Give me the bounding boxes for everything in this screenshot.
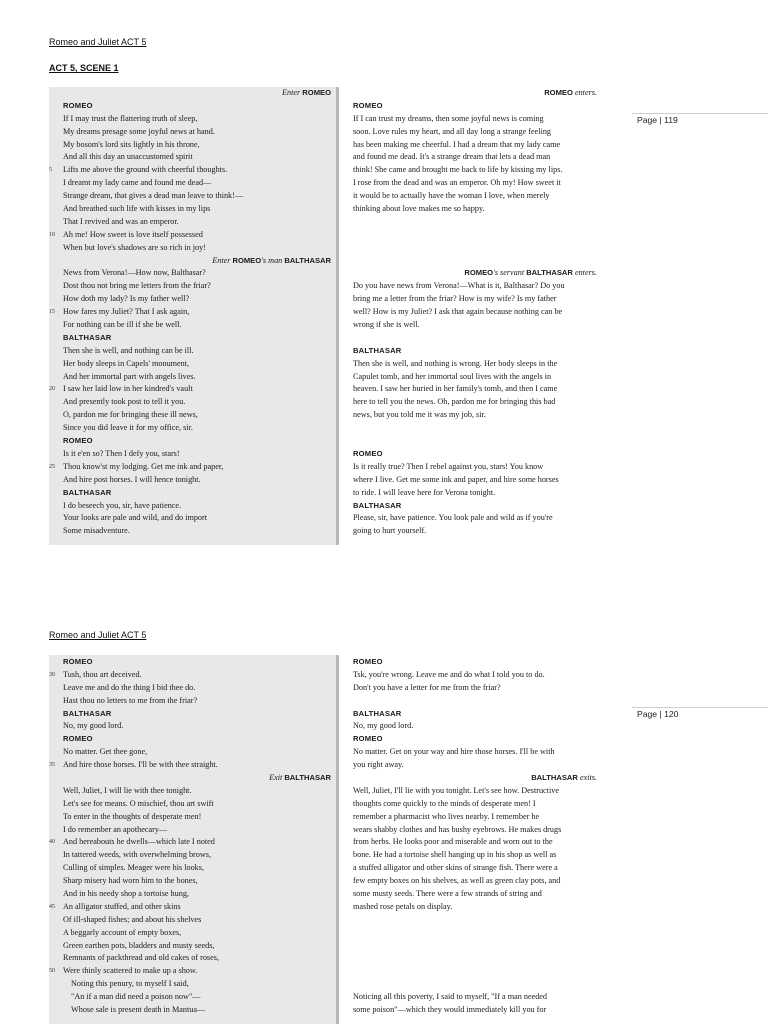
speaker-name: BALTHASAR: [63, 332, 112, 342]
line-text: it would be to actually have the woman I love, when merely: [353, 191, 550, 201]
line-text: How fares my Juliet? That I ask again,: [63, 307, 190, 317]
line-text: Well, Juliet, I will lie with thee tonight.: [63, 785, 192, 795]
page-number: Page | 120: [637, 709, 679, 719]
speaker-name: ROMEO: [63, 734, 93, 744]
text-line: [353, 358, 599, 371]
line-text: O, pardon me for bringing these ill news,: [63, 410, 198, 420]
line-text: bring me a letter from the friar? How is my wife? Is my father: [353, 294, 557, 304]
direction-text: Enter: [282, 88, 303, 97]
blank-line: [353, 695, 599, 708]
stage-direction: [49, 87, 335, 100]
text-line: [353, 151, 599, 164]
line-text: An alligator stuffed, and other skins: [63, 901, 181, 911]
line-text: Whose sale is present death in Mantua—: [71, 1005, 206, 1015]
character-name: BALTHASAR: [526, 268, 573, 278]
line-text: Then she is well, and nothing is wrong. Her body sleeps in the: [353, 358, 558, 368]
text-line: [353, 177, 599, 190]
text-line: [353, 306, 599, 319]
text-line: [353, 371, 599, 384]
line-text: to ride. I will leave here for Verona tonight.: [353, 487, 496, 497]
text-line: [49, 280, 335, 293]
line-text: Of ill-shaped fishes; and about his shelves: [63, 914, 202, 924]
blank-line: [353, 978, 599, 991]
line-text: heaven. I saw her buried in her family's tomb, and then I came: [353, 384, 558, 394]
stage-direction: [353, 267, 599, 280]
line-text: Noting this penury, to myself I said,: [71, 979, 189, 989]
text-line: [353, 293, 599, 306]
text-line: [49, 669, 335, 682]
text-line: [49, 746, 335, 759]
stage-direction: [49, 772, 335, 785]
line-text: To enter in the thoughts of desperate men!: [63, 811, 202, 821]
stage-direction: [49, 255, 335, 268]
blank-line: [353, 242, 599, 255]
text-line: [49, 190, 335, 203]
line-text: Please, sir, have patience. You look pale and wild as if you're: [353, 513, 553, 523]
text-line: [49, 682, 335, 695]
blank-line: [353, 927, 599, 940]
character-name: ROMEO: [464, 268, 494, 278]
speaker-name: ROMEO: [63, 436, 93, 446]
text-line: [353, 512, 599, 525]
line-text: A beggarly account of empty boxes,: [63, 927, 182, 937]
text-line: [49, 888, 335, 901]
text-line: [49, 862, 335, 875]
text-line: [49, 151, 335, 164]
direction-text: Exit: [269, 773, 285, 783]
speaker-name: ROMEO: [353, 100, 383, 110]
text-line: [49, 293, 335, 306]
line-number: 45: [49, 903, 55, 910]
page-rule: [632, 113, 768, 114]
direction-text: Enter: [212, 255, 233, 265]
line-text: Noticing all this poverty, I said to myself, "If a man needed: [353, 992, 548, 1002]
line-text: wears shabby clothes and has bushy eyebrows. He makes drugs: [353, 824, 562, 834]
text-line: [49, 113, 335, 126]
blank-line: [353, 914, 599, 927]
text-line: [353, 720, 599, 733]
text-line: [353, 746, 599, 759]
line-text: Leave me and do the thing I bid thee do.: [63, 682, 196, 692]
text-line: [353, 824, 599, 837]
blank-line: [353, 940, 599, 953]
line-text: I rose from the dead and was an emperor. Oh my! How sweet it: [353, 178, 561, 188]
line-text: has been making me cheerful. I had a dream that my lady came: [353, 139, 561, 149]
text-line: [353, 126, 599, 139]
line-text: where I live. Get me some ink and paper, and hire some horses: [353, 474, 559, 484]
line-number: 40: [49, 839, 55, 846]
line-text: Thou know'st my lodging. Get me ink and paper,: [63, 461, 224, 471]
text-line: [353, 474, 599, 487]
line-text: Then she is well, and nothing can be ill.: [63, 345, 194, 355]
line-text: Is it e'en so? Then I defy you, stars!: [63, 448, 180, 458]
original-text-column: [49, 656, 335, 1017]
line-text: and found me dead. It's a strange dream that lets a dead man: [353, 152, 551, 162]
text-line: [49, 126, 335, 139]
text-line: [353, 203, 599, 216]
text-line: [49, 836, 335, 849]
text-line: [49, 811, 335, 824]
line-text: Sharp misery had worn him to the bones,: [63, 876, 198, 886]
blank-line: [353, 422, 599, 435]
text-line: [49, 952, 335, 965]
text-line: [353, 487, 599, 500]
line-text: Lifts me above the ground with cheerful thoughts.: [63, 165, 228, 175]
text-line: [49, 695, 335, 708]
text-line: [353, 811, 599, 824]
line-text: Remnants of packthread and old cakes of roses,: [63, 953, 219, 963]
text-line: [353, 862, 599, 875]
line-text: And presently took post to tell it you.: [63, 397, 186, 407]
text-line: [49, 177, 335, 190]
text-line: [49, 164, 335, 177]
line-text: Capulet tomb, and her immortal soul lives with the angels in: [353, 371, 552, 381]
text-line: [353, 1004, 599, 1017]
text-line: [49, 940, 335, 953]
line-text: Dost thou not bring me letters from the friar?: [63, 281, 211, 291]
line-text: And in his needy shop a tortoise hung,: [63, 889, 189, 899]
text-line: [49, 901, 335, 914]
speaker-name: BALTHASAR: [353, 345, 402, 355]
direction-text: enters.: [572, 88, 597, 97]
text-line: [49, 500, 335, 513]
line-text: And hereabouts he dwells—which late I noted: [63, 837, 215, 847]
line-text: My bosom's lord sits lightly in his throne,: [63, 139, 200, 149]
line-text: No, my good lord.: [63, 721, 124, 731]
line-text: mashed rose petals on display.: [353, 901, 453, 911]
line-text: Hast thou no letters to me from the friar?: [63, 695, 198, 705]
text-line: [353, 280, 599, 293]
text-line: [49, 798, 335, 811]
line-text: Her body sleeps in Capels' monument,: [63, 358, 190, 368]
line-text: And all this day an unaccustomed spirit: [63, 152, 193, 162]
line-text: And her immortal part with angels lives.: [63, 371, 196, 381]
text-line: [49, 358, 335, 371]
text-line: [353, 113, 599, 126]
line-text: Let's see for means. O mischief, thou art swift: [63, 798, 214, 808]
line-text: bone. He had a tortoise shell hanging up in his shop as well as: [353, 850, 557, 860]
character-name: ROMEO: [302, 88, 331, 97]
line-text: Is it really true? Then I rebel against you, stars! You know: [353, 461, 544, 471]
speaker-name: ROMEO: [353, 657, 383, 666]
speaker-name: BALTHASAR: [353, 500, 402, 510]
line-text: Tush, thou art deceived.: [63, 669, 142, 679]
direction-text: 's servant: [493, 268, 527, 278]
text-line: [353, 525, 599, 538]
text-line: [49, 785, 335, 798]
line-text: I do beseech you, sir, have patience.: [63, 500, 182, 510]
text-line: [49, 229, 335, 242]
blank-line: [353, 952, 599, 965]
line-number: 20: [49, 386, 55, 393]
line-number: 10: [49, 231, 55, 238]
page-header: Romeo and Juliet ACT 5: [49, 630, 147, 640]
indented-verse-line: [49, 978, 335, 991]
line-text: In tattered weeds, with overwhelming brows,: [63, 850, 212, 860]
line-text: Well, Juliet, I'll lie with you tonight. Let's see how. Destructive: [353, 785, 559, 795]
blank-line: [353, 965, 599, 978]
stage-direction: [353, 772, 599, 785]
line-text: For nothing can be ill if she be well.: [63, 320, 182, 330]
text-line: [353, 682, 599, 695]
text-line: [49, 461, 335, 474]
line-number: 30: [49, 671, 55, 678]
text-line: [49, 306, 335, 319]
line-text: here to tell you the news. Oh, pardon me for bringing this bad: [353, 397, 556, 407]
stage-direction: [353, 87, 599, 100]
blank-line: [353, 332, 599, 345]
line-text: When but love's shadows are so rich in joy!: [63, 242, 206, 252]
line-text: And breathed such life with kisses in my lips: [63, 204, 211, 214]
line-text: remember a pharmacist who lives nearby. I remember he: [353, 811, 540, 821]
direction-text: enters.: [572, 268, 597, 278]
line-text: That I revived and was an emperor.: [63, 216, 179, 226]
text-line: [49, 927, 335, 940]
text-line: [49, 409, 335, 422]
line-text: wrong if she is well.: [353, 320, 420, 330]
line-text: Green earthen pots, bladders and musty seeds,: [63, 940, 215, 950]
line-text: If I may trust the flattering truth of sleep,: [63, 113, 198, 123]
text-line: [353, 383, 599, 396]
text-line: [49, 512, 335, 525]
text-line: [49, 422, 335, 435]
text-line: [353, 785, 599, 798]
text-line: [49, 383, 335, 396]
text-line: [49, 824, 335, 837]
line-text: No matter. Get thee gone,: [63, 747, 148, 757]
line-text: Strange dream, that gives a dead man leave to think!—: [63, 191, 244, 201]
blank-line: [353, 216, 599, 229]
line-text: Culling of simples. Meager were his looks,: [63, 863, 204, 873]
text-line: [353, 396, 599, 409]
line-text: some musty seeds. There were a few strands of string and: [353, 889, 542, 899]
line-number: 35: [49, 762, 55, 769]
character-name: ROMEO: [232, 255, 262, 265]
line-text: few empty boxes on his shelves, as well as green clay pots, and: [353, 876, 561, 886]
text-line: [353, 836, 599, 849]
line-text: And hire those horses. I'll be with thee straight.: [63, 760, 218, 770]
line-text: think! She came and brought me back to life by kissing my lips.: [353, 165, 563, 175]
text-line: [49, 849, 335, 862]
line-text: well? How is my Juliet? I ask that again because nothing can be: [353, 307, 563, 317]
speaker-name: BALTHASAR: [63, 487, 112, 497]
line-text: Tsk, you're wrong. Leave me and do what I told you to do.: [353, 669, 545, 679]
text-line: [49, 914, 335, 927]
text-line: [49, 216, 335, 229]
direction-text: 's man: [261, 255, 285, 265]
text-line: [353, 461, 599, 474]
text-line: [49, 396, 335, 409]
line-text: thinking about love makes me so happy.: [353, 204, 485, 214]
line-text: going to hurt yourself.: [353, 526, 427, 536]
blank-line: [353, 229, 599, 242]
line-number: 50: [49, 968, 55, 975]
text-line: [49, 875, 335, 888]
line-text: a stuffed alligator and other skins of strange fish. There were a: [353, 863, 558, 873]
line-text: thoughts come quickly to the minds of desperate men! I: [353, 798, 536, 808]
indented-verse-line: [49, 1004, 335, 1017]
text-line: [49, 242, 335, 255]
line-text: And hire post horses. I will hence tonight.: [63, 474, 201, 484]
line-text: Were thinly scattered to make up a show.: [63, 966, 198, 976]
text-line: [353, 849, 599, 862]
line-number: 25: [49, 463, 55, 470]
character-name: BALTHASAR: [531, 773, 578, 783]
text-line: [353, 901, 599, 914]
line-text: I dreamt my lady came and found me dead—: [63, 178, 212, 188]
line-text: "An if a man did need a poison now"—: [71, 992, 201, 1002]
line-text: Don't you have a letter for me from the friar?: [353, 682, 501, 692]
text-line: [353, 798, 599, 811]
text-line: [49, 720, 335, 733]
text-line: [353, 759, 599, 772]
character-name: BALTHASAR: [284, 773, 331, 783]
direction-text: exits.: [577, 773, 597, 783]
text-line: [49, 759, 335, 772]
text-line: [353, 669, 599, 682]
line-text: Do you have news from Verona!—What is it, Balthasar? Do you: [353, 281, 565, 291]
text-line: [353, 190, 599, 203]
indented-verse-line: [49, 991, 335, 1004]
line-text: News from Verona!—How now, Balthasar?: [63, 268, 206, 278]
page-number: Page | 119: [637, 115, 678, 125]
line-text: you right away.: [353, 760, 404, 770]
text-line: [49, 267, 335, 280]
page-header: Romeo and Juliet ACT 5: [49, 37, 147, 47]
text-line: [353, 139, 599, 152]
speaker-name: ROMEO: [353, 734, 383, 744]
scene-title: ACT 5, SCENE 1: [49, 63, 119, 73]
speaker-name: ROMEO: [63, 100, 93, 110]
line-text: Some misadventure.: [63, 526, 130, 536]
line-text: I do remember an apothecary—: [63, 824, 168, 834]
speaker-name: BALTHASAR: [353, 708, 402, 718]
speaker-name: BALTHASAR: [63, 708, 112, 718]
text-line: [49, 345, 335, 358]
line-text: I saw her laid low in her kindred's vault: [63, 384, 193, 394]
text-line: [353, 888, 599, 901]
line-text: Since you did leave it for my office, sir.: [63, 423, 193, 433]
speaker-name: ROMEO: [353, 448, 383, 458]
text-line: [49, 203, 335, 216]
character-name: ROMEO: [544, 88, 573, 97]
text-line: [353, 164, 599, 177]
line-text: some poison"—which they would immediately kill you for: [353, 1005, 547, 1015]
text-line: [49, 139, 335, 152]
text-line: [353, 319, 599, 332]
text-line: [353, 409, 599, 422]
line-number: 15: [49, 309, 55, 316]
modern-text-column: [353, 87, 599, 538]
text-line: [49, 319, 335, 332]
text-line: [49, 371, 335, 384]
line-text: news, but you told me it was my job, sir.: [353, 410, 486, 420]
line-text: If I can trust my dreams, then some joyful news is coming: [353, 113, 544, 123]
text-line: [353, 991, 599, 1004]
line-number: 5: [49, 167, 52, 174]
line-text: Your looks are pale and wild, and do import: [63, 513, 208, 523]
line-text: Ah me! How sweet is love itself possessed: [63, 229, 203, 239]
character-name: BALTHASAR: [284, 255, 331, 265]
blank-line: [353, 435, 599, 448]
text-line: [49, 474, 335, 487]
modern-text-column: [353, 656, 599, 1017]
blank-line: [353, 255, 599, 268]
line-text: No matter. Get on your way and hire those horses. I'll be with: [353, 747, 555, 757]
speaker-name: ROMEO: [63, 657, 93, 666]
line-text: from herbs. He looks poor and miserable and worn out to the: [353, 837, 553, 847]
line-text: My dreams presage some joyful news at hand.: [63, 126, 215, 136]
line-text: No, my good lord.: [353, 721, 414, 731]
text-line: [49, 965, 335, 978]
page-rule: [632, 707, 768, 708]
original-text-column: [49, 87, 335, 538]
text-line: [49, 525, 335, 538]
text-line: [353, 875, 599, 888]
text-line: [49, 448, 335, 461]
line-text: soon. Love rules my heart, and all day long a strange feeling: [353, 126, 552, 136]
line-text: How doth my lady? Is my father well?: [63, 294, 190, 304]
